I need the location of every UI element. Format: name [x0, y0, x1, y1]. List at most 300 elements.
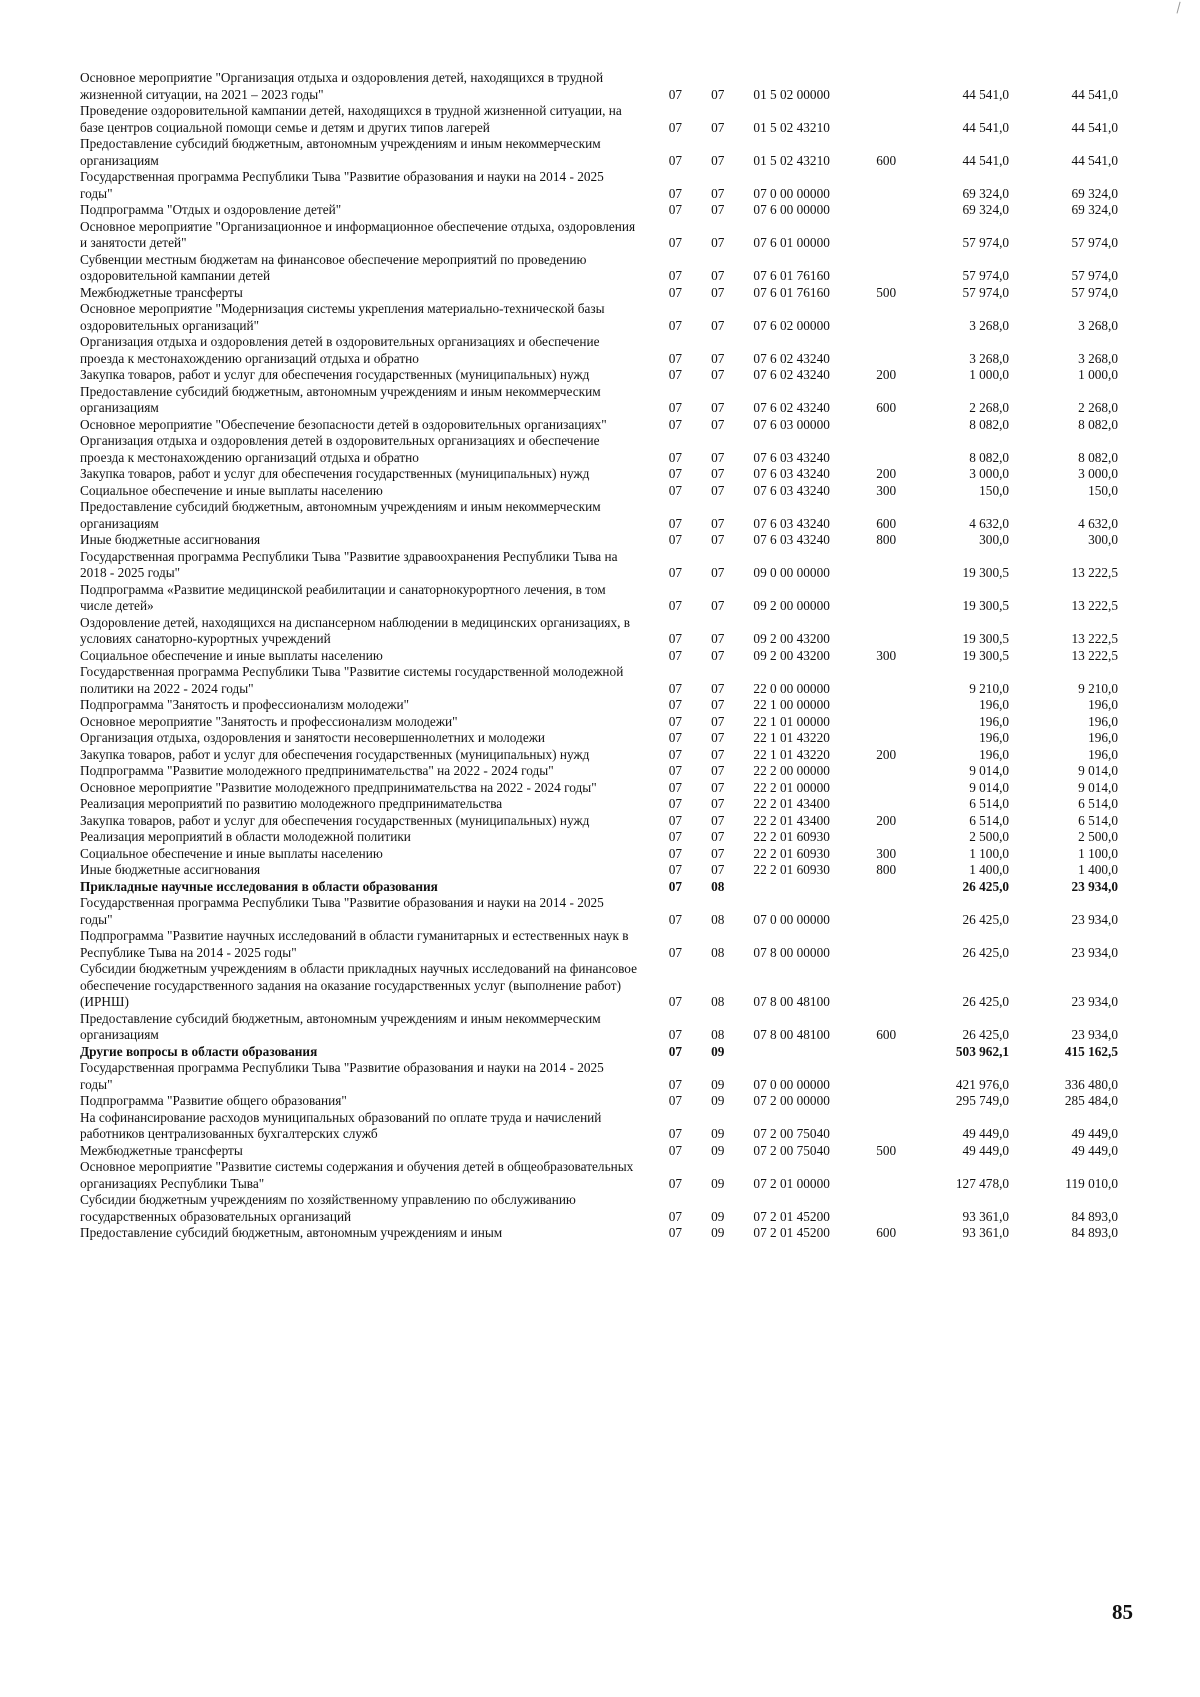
table-row — [80, 202, 1140, 219]
row-section-code: 07 — [668, 862, 683, 877]
row-name: Закупка товаров, работ и услуг для обеспечения государственных (муниципальных) нужд — [80, 466, 590, 481]
row-expense-type: 800 — [876, 862, 897, 877]
row-name: Предоставление субсидий бюджетным, автономным учреждениям и иным некоммерческим организациям — [80, 136, 601, 168]
row-section-code: 07 — [668, 713, 683, 729]
row-expense-type: 200 — [876, 746, 897, 762]
row-name: Основное мероприятие "Организация отдыха и оздоровления детей, находящихся в трудной жизненной ситуации, на 2021 – 2023 годы" — [80, 70, 604, 102]
row-amount-1: 49 449,0 — [962, 1142, 1010, 1158]
row-amount-1: 57 974,0 — [962, 268, 1010, 283]
row-subsection-code: 07 — [711, 647, 725, 663]
row-subsection-code: 07 — [711, 763, 725, 778]
row-subsection-code: 07 — [711, 185, 725, 201]
row-subsection-code: 07 — [711, 367, 725, 382]
row-section-code: 07 — [668, 1142, 683, 1158]
table-row — [80, 466, 1140, 483]
row-section-code: 07 — [668, 350, 683, 366]
row-target-article: 22 1 01 00000 — [753, 713, 830, 729]
row-expense-type — [876, 70, 938, 103]
row-section-code: 07 — [668, 763, 683, 778]
row-amount-2: 23 934,0 — [1071, 944, 1118, 960]
row-name: Организация отдыха и оздоровления детей в оздоровительных организациях и обеспечение проезда к местонахождению организаций отдыха и обратно — [80, 433, 600, 465]
row-target-article: 01 5 02 00000 — [753, 86, 830, 102]
row-name: Социальное обеспечение и иные выплаты населению — [80, 647, 383, 663]
row-target-article: 07 0 00 00000 — [753, 1076, 830, 1092]
row-target-article: 07 6 00 00000 — [753, 202, 830, 217]
row-subsection-code: 07 — [711, 779, 725, 795]
row-expense-type — [876, 252, 938, 285]
row-amount-2: 49 449,0 — [1071, 1142, 1118, 1158]
row-name: Основное мероприятие "Развитие системы содержания и обучения детей в общеобразовательных организациях Республики Тыва" — [80, 1159, 634, 1191]
table-row — [80, 301, 1140, 334]
table-row — [80, 846, 1140, 863]
row-section-code: 07 — [668, 1175, 683, 1191]
row-section-code: 07 — [668, 1126, 683, 1141]
row-subsection-code: 07 — [711, 829, 725, 844]
row-amount-2: 196,0 — [1088, 713, 1118, 729]
row-amount-2: 300,0 — [1088, 532, 1118, 547]
row-name: Предоставление субсидий бюджетным, автономным учреждениям и иным — [80, 1225, 503, 1240]
row-amount-2: 196,0 — [1088, 697, 1118, 712]
row-amount-1: 9 014,0 — [969, 779, 1010, 795]
row-expense-type: 500 — [876, 284, 897, 300]
row-amount-1: 9 014,0 — [969, 763, 1010, 778]
budget-table — [80, 70, 1140, 1242]
row-section-code: 07 — [668, 994, 683, 1009]
row-subsection-code: 07 — [711, 416, 725, 432]
row-target-article: 22 0 00 00000 — [753, 680, 830, 696]
row-name: На софинансирование расходов муниципальных образований по оплате труда и начислений работников централизованных бухгалтерских служб — [80, 1109, 602, 1141]
row-amount-1: 44 541,0 — [962, 152, 1010, 168]
row-amount-1: 8 082,0 — [969, 449, 1010, 465]
row-amount-2: 9 014,0 — [1078, 763, 1118, 778]
row-target-article: 07 6 02 43240 — [753, 400, 830, 415]
row-subsection-code: 07 — [711, 449, 725, 465]
row-subsection-code: 07 — [711, 235, 725, 250]
row-amount-2: 336 480,0 — [1064, 1076, 1118, 1092]
row-section-code: 07 — [668, 268, 683, 283]
row-target-article: 07 6 03 43240 — [753, 515, 830, 531]
row-name: Социальное обеспечение и иные выплаты населению — [80, 482, 383, 498]
row-subsection-code: 08 — [711, 878, 725, 894]
row-section-code: 07 — [668, 598, 683, 613]
row-expense-type: 500 — [876, 1142, 897, 1158]
row-expense-type — [876, 417, 938, 434]
row-target-article: 09 2 00 43200 — [753, 647, 830, 663]
row-expense-type — [876, 334, 938, 367]
table-row — [80, 615, 1140, 648]
row-subsection-code: 07 — [711, 284, 725, 300]
row-amount-1: 26 425,0 — [962, 994, 1010, 1009]
table-row — [80, 813, 1140, 830]
row-target-article: 22 2 01 43400 — [753, 796, 830, 811]
row-section-code: 07 — [668, 1043, 683, 1059]
row-amount-1: 3 000,0 — [969, 466, 1010, 481]
row-expense-type — [876, 796, 938, 813]
table-row — [80, 384, 1140, 417]
row-subsection-code: 08 — [711, 944, 725, 960]
row-amount-1: 196,0 — [979, 713, 1010, 729]
row-amount-1: 19 300,5 — [962, 565, 1010, 580]
row-target-article: 07 2 00 75040 — [753, 1142, 830, 1158]
row-expense-type — [876, 664, 938, 697]
row-amount-2: 44 541,0 — [1071, 152, 1118, 168]
table-row — [80, 714, 1140, 731]
row-target-article: 22 2 01 60930 — [753, 829, 830, 844]
row-name: Основное мероприятие "Развитие молодежного предпринимательства на 2022 - 2024 годы" — [80, 779, 597, 795]
row-target-article: 22 2 01 43400 — [753, 812, 830, 828]
row-name: Оздоровление детей, находящихся на диспансерном наблюдении в медицинских организациях, в условиях санаторно-курортных учреждений — [80, 614, 631, 646]
row-amount-2: 2 268,0 — [1078, 400, 1118, 415]
row-amount-2: 3 268,0 — [1078, 317, 1118, 333]
row-name: Подпрограмма "Занятость и профессионализм молодежи" — [80, 697, 410, 712]
row-subsection-code: 07 — [711, 482, 725, 498]
table-row — [80, 1159, 1140, 1192]
row-name: Субсидии бюджетным учреждениям в области прикладных научных исследований на финансовое обеспечение государственного задания на оказание государственных услуг (выполнение работ) (ИРНШ) — [80, 961, 638, 1009]
row-amount-2: 57 974,0 — [1071, 284, 1118, 300]
row-amount-2: 9 210,0 — [1078, 680, 1118, 696]
row-section-code: 07 — [668, 746, 683, 762]
row-expense-type — [876, 763, 938, 780]
row-expense-type — [876, 549, 938, 582]
row-subsection-code: 07 — [711, 119, 725, 135]
table-row — [80, 879, 1140, 896]
table-row — [80, 1044, 1140, 1061]
row-target-article: 07 6 02 00000 — [753, 317, 830, 333]
row-amount-1: 57 974,0 — [962, 284, 1010, 300]
row-amount-2: 44 541,0 — [1071, 86, 1118, 102]
row-subsection-code: 08 — [711, 1027, 725, 1042]
row-section-code: 07 — [668, 565, 683, 580]
table-row — [80, 1060, 1140, 1093]
row-amount-2: 1 000,0 — [1078, 367, 1118, 382]
row-expense-type — [876, 829, 938, 846]
row-name: Межбюджетные трансферты — [80, 1142, 243, 1158]
row-section-code: 07 — [668, 284, 683, 300]
row-amount-2: 13 222,5 — [1071, 565, 1118, 580]
row-expense-type: 200 — [876, 466, 897, 481]
row-amount-1: 1 000,0 — [969, 367, 1010, 382]
row-expense-type: 600 — [876, 152, 897, 168]
row-expense-type — [876, 928, 938, 961]
row-expense-type — [876, 582, 938, 615]
row-amount-2: 2 500,0 — [1078, 829, 1118, 844]
row-expense-type — [876, 697, 938, 714]
row-subsection-code: 07 — [711, 812, 725, 828]
row-amount-1: 8 082,0 — [969, 416, 1010, 432]
table-row — [80, 1192, 1140, 1225]
budget-page — [80, 70, 1140, 1242]
row-section-code: 07 — [668, 878, 683, 894]
row-amount-1: 69 324,0 — [962, 202, 1010, 217]
row-target-article: 07 6 03 43240 — [753, 466, 830, 481]
row-section-code: 07 — [668, 367, 683, 382]
row-expense-type: 200 — [876, 367, 897, 382]
row-amount-2: 150,0 — [1088, 482, 1118, 498]
row-expense-type — [876, 1110, 938, 1143]
row-amount-1: 19 300,5 — [962, 631, 1010, 646]
row-section-code: 07 — [668, 466, 683, 481]
row-section-code: 07 — [668, 730, 683, 745]
row-expense-type: 600 — [876, 1225, 897, 1240]
row-amount-1: 69 324,0 — [962, 185, 1010, 201]
table-row — [80, 796, 1140, 813]
table-row — [80, 862, 1140, 879]
row-amount-1: 421 976,0 — [955, 1076, 1010, 1092]
row-section-code: 07 — [668, 779, 683, 795]
row-subsection-code: 09 — [711, 1126, 725, 1141]
row-name: Основное мероприятие "Занятость и профессионализм молодежи" — [80, 713, 458, 729]
table-row — [80, 334, 1140, 367]
row-target-article: 07 6 03 43240 — [753, 532, 830, 547]
row-subsection-code: 07 — [711, 680, 725, 696]
row-target-article: 07 6 03 43240 — [753, 449, 830, 465]
row-name: Организация отдыха и оздоровления детей в оздоровительных организациях и обеспечение проезда к местонахождению организаций отдыха и обратно — [80, 334, 600, 366]
row-name: Подпрограмма "Развитие научных исследований в области гуманитарных и естественных наук в Республике Тыва на 2014 - 2025 годы" — [80, 928, 629, 960]
row-target-article: 07 8 00 48100 — [753, 1027, 830, 1042]
row-amount-2: 6 514,0 — [1078, 796, 1118, 811]
row-name: Подпрограмма "Развитие молодежного предпринимательства" на 2022 - 2024 годы" — [80, 763, 554, 778]
row-target-article — [753, 879, 876, 896]
row-expense-type: 600 — [876, 400, 897, 415]
row-amount-2: 44 541,0 — [1071, 119, 1118, 135]
row-target-article: 07 6 01 76160 — [753, 284, 830, 300]
row-amount-1: 2 500,0 — [969, 829, 1010, 844]
row-target-article: 07 0 00 00000 — [753, 911, 830, 927]
budget-table-body — [80, 70, 1140, 1242]
row-expense-type — [876, 103, 938, 136]
row-amount-2: 4 632,0 — [1078, 515, 1118, 531]
row-amount-1: 196,0 — [979, 730, 1010, 745]
row-section-code: 07 — [668, 400, 683, 415]
row-amount-2: 57 974,0 — [1071, 268, 1118, 283]
row-section-code: 07 — [668, 1076, 683, 1092]
row-subsection-code: 07 — [711, 730, 725, 745]
row-amount-2: 57 974,0 — [1071, 235, 1118, 250]
row-amount-2: 84 893,0 — [1071, 1208, 1118, 1224]
row-section-code: 07 — [668, 697, 683, 712]
row-name: Субвенции местным бюджетам на финансовое обеспечение мероприятий по проведению оздоровительной кампании детей — [80, 251, 587, 283]
row-amount-1: 57 974,0 — [962, 235, 1010, 250]
table-row — [80, 70, 1140, 103]
row-amount-1: 93 361,0 — [962, 1208, 1010, 1224]
row-name: Закупка товаров, работ и услуг для обеспечения государственных (муниципальных) нужд — [80, 367, 590, 382]
row-section-code: 07 — [668, 647, 683, 663]
row-section-code: 07 — [668, 1027, 683, 1042]
row-name: Предоставление субсидий бюджетным, автономным учреждениям и иным некоммерческим организациям — [80, 383, 601, 415]
row-section-code: 07 — [668, 944, 683, 960]
table-row — [80, 483, 1140, 500]
row-subsection-code: 08 — [711, 994, 725, 1009]
row-name: Проведение оздоровительной кампании детей, находящихся в трудной жизненной ситуации, на базе центров социальной помощи семье и детям и других типов лагерей — [80, 103, 622, 135]
row-section-code: 07 — [668, 1093, 683, 1108]
row-amount-1: 2 268,0 — [969, 400, 1010, 415]
row-section-code: 07 — [668, 631, 683, 646]
row-name: Подпрограмма «Развитие медицинской реабилитации и санаторнокурортного лечения, в том числе детей» — [80, 581, 606, 613]
row-amount-1: 1 100,0 — [969, 845, 1010, 861]
row-subsection-code: 09 — [711, 1175, 725, 1191]
row-amount-1: 1 400,0 — [969, 862, 1010, 877]
table-row — [80, 780, 1140, 797]
row-target-article: 01 5 02 43210 — [753, 152, 830, 168]
row-name: Основное мероприятие "Обеспечение безопасности детей в оздоровительных организациях" — [80, 416, 607, 432]
table-row — [80, 433, 1140, 466]
table-row — [80, 103, 1140, 136]
row-target-article: 09 0 00 00000 — [753, 565, 830, 580]
row-subsection-code: 08 — [711, 911, 725, 927]
row-subsection-code: 09 — [711, 1076, 725, 1092]
row-target-article: 01 5 02 43210 — [753, 119, 830, 135]
table-row — [80, 136, 1140, 169]
row-section-code: 07 — [668, 449, 683, 465]
row-name: Основное мероприятие "Модернизация системы укрепления материально-технической базы оздоровительных организаций" — [80, 301, 605, 333]
row-expense-type — [876, 169, 938, 202]
row-amount-1: 26 425,0 — [962, 878, 1010, 894]
row-section-code: 07 — [668, 532, 683, 547]
table-row — [80, 664, 1140, 697]
row-subsection-code: 07 — [711, 845, 725, 861]
table-row — [80, 252, 1140, 285]
row-target-article: 22 1 01 43220 — [753, 730, 830, 745]
table-row — [80, 697, 1140, 714]
row-amount-2: 119 010,0 — [1065, 1175, 1118, 1191]
row-name: Реализация мероприятий по развитию молодежного предпринимательства — [80, 796, 503, 811]
row-section-code: 07 — [668, 86, 683, 102]
row-amount-2: 9 014,0 — [1078, 779, 1118, 795]
row-amount-2: 1 400,0 — [1078, 862, 1118, 877]
table-row — [80, 417, 1140, 434]
row-expense-type — [876, 1192, 938, 1225]
table-row — [80, 961, 1140, 1011]
row-amount-2: 23 934,0 — [1071, 994, 1118, 1009]
row-subsection-code: 07 — [711, 862, 725, 877]
table-row — [80, 829, 1140, 846]
row-amount-1: 6 514,0 — [969, 796, 1010, 811]
row-target-article: 22 1 00 00000 — [753, 697, 830, 712]
row-amount-2: 84 893,0 — [1071, 1225, 1118, 1240]
table-row — [80, 1011, 1140, 1044]
row-amount-2: 13 222,5 — [1071, 631, 1118, 646]
row-expense-type — [876, 961, 938, 1011]
row-name: Подпрограмма "Отдых и оздоровление детей" — [80, 202, 342, 217]
row-name: Организация отдыха, оздоровления и занятости несовершеннолетних и молодежи — [80, 730, 546, 745]
row-amount-2: 8 082,0 — [1078, 416, 1118, 432]
row-section-code: 07 — [668, 317, 683, 333]
row-amount-1: 6 514,0 — [969, 812, 1010, 828]
row-subsection-code: 09 — [711, 1225, 725, 1240]
row-section-code: 07 — [668, 515, 683, 531]
row-amount-1: 26 425,0 — [962, 911, 1010, 927]
row-name: Основное мероприятие "Организационное и информационное обеспечение отдыха, оздоровления и занятости детей" — [80, 218, 636, 250]
row-target-article: 22 2 01 00000 — [753, 779, 830, 795]
row-target-article: 07 0 00 00000 — [753, 185, 830, 201]
row-expense-type: 200 — [876, 812, 897, 828]
row-section-code: 07 — [668, 680, 683, 696]
table-row — [80, 648, 1140, 665]
row-name: Государственная программа Республики Тыва "Развитие системы государственной молодежной политики на 2022 - 2024 годы" — [80, 664, 624, 696]
row-target-article: 09 2 00 43200 — [753, 631, 830, 646]
table-row — [80, 367, 1140, 384]
row-expense-type: 300 — [876, 845, 897, 861]
row-target-article: 07 6 03 00000 — [753, 416, 830, 432]
row-name: Государственная программа Республики Тыва "Развитие образования и науки на 2014 - 2025 годы" — [80, 1060, 604, 1092]
row-amount-2: 13 222,5 — [1071, 598, 1118, 613]
row-target-article: 07 2 01 00000 — [753, 1175, 830, 1191]
row-target-article: 22 2 00 00000 — [753, 763, 830, 778]
row-expense-type — [876, 301, 938, 334]
row-subsection-code: 07 — [711, 746, 725, 762]
row-section-code: 07 — [668, 845, 683, 861]
row-section-code: 07 — [668, 1225, 683, 1240]
row-subsection-code: 07 — [711, 268, 725, 283]
row-subsection-code: 07 — [711, 713, 725, 729]
row-target-article: 07 2 01 45200 — [753, 1208, 830, 1224]
row-amount-1: 26 425,0 — [962, 1027, 1010, 1042]
row-subsection-code: 07 — [711, 565, 725, 580]
row-subsection-code: 07 — [711, 350, 725, 366]
row-expense-type — [876, 714, 938, 731]
row-amount-2: 415 162,5 — [1064, 1043, 1118, 1059]
row-amount-2: 6 514,0 — [1078, 812, 1118, 828]
row-section-code: 07 — [668, 911, 683, 927]
row-expense-type — [876, 780, 938, 797]
row-target-article: 07 8 00 48100 — [753, 994, 830, 1009]
row-subsection-code: 07 — [711, 631, 725, 646]
row-section-code: 07 — [668, 416, 683, 432]
row-expense-type — [876, 219, 938, 252]
row-amount-1: 150,0 — [979, 482, 1010, 498]
row-section-code: 07 — [668, 202, 683, 217]
row-name: Иные бюджетные ассигнования — [80, 862, 261, 877]
row-target-article: 07 6 02 43240 — [753, 350, 830, 366]
row-amount-2: 196,0 — [1088, 730, 1118, 745]
row-name: Предоставление субсидий бюджетным, автономным учреждениям и иным некоммерческим организациям — [80, 1010, 601, 1042]
row-expense-type — [876, 202, 938, 219]
table-row — [80, 1093, 1140, 1110]
row-subsection-code: 09 — [711, 1043, 725, 1059]
row-amount-2: 69 324,0 — [1071, 202, 1118, 217]
row-amount-1: 44 541,0 — [962, 119, 1010, 135]
row-subsection-code: 07 — [711, 152, 725, 168]
row-target-article: 22 2 01 60930 — [753, 862, 830, 877]
row-amount-1: 127 478,0 — [955, 1175, 1010, 1191]
table-row — [80, 747, 1140, 764]
row-subsection-code: 07 — [711, 598, 725, 613]
row-section-code: 07 — [668, 482, 683, 498]
row-name: Иные бюджетные ассигнования — [80, 532, 261, 547]
row-amount-1: 19 300,5 — [962, 647, 1010, 663]
row-amount-2: 49 449,0 — [1071, 1126, 1118, 1141]
table-row — [80, 549, 1140, 582]
row-name: Другие вопросы в области образования — [80, 1043, 318, 1059]
row-amount-2: 3 000,0 — [1078, 466, 1118, 481]
row-name: Предоставление субсидий бюджетным, автономным учреждениям и иным некоммерческим организациям — [80, 499, 601, 531]
row-subsection-code: 07 — [711, 466, 725, 481]
row-subsection-code: 07 — [711, 532, 725, 547]
row-amount-1: 93 361,0 — [962, 1225, 1010, 1240]
row-expense-type — [876, 730, 938, 747]
row-amount-1: 9 210,0 — [969, 680, 1010, 696]
table-row — [80, 763, 1140, 780]
row-amount-1: 19 300,5 — [962, 598, 1010, 613]
row-target-article: 07 2 01 45200 — [753, 1225, 830, 1240]
row-amount-1: 44 541,0 — [962, 86, 1010, 102]
table-row — [80, 532, 1140, 549]
row-expense-type — [876, 1044, 938, 1061]
row-amount-2: 8 082,0 — [1078, 449, 1118, 465]
row-target-article: 22 2 01 60930 — [753, 845, 830, 861]
row-subsection-code: 07 — [711, 86, 725, 102]
row-amount-2: 196,0 — [1088, 746, 1118, 762]
